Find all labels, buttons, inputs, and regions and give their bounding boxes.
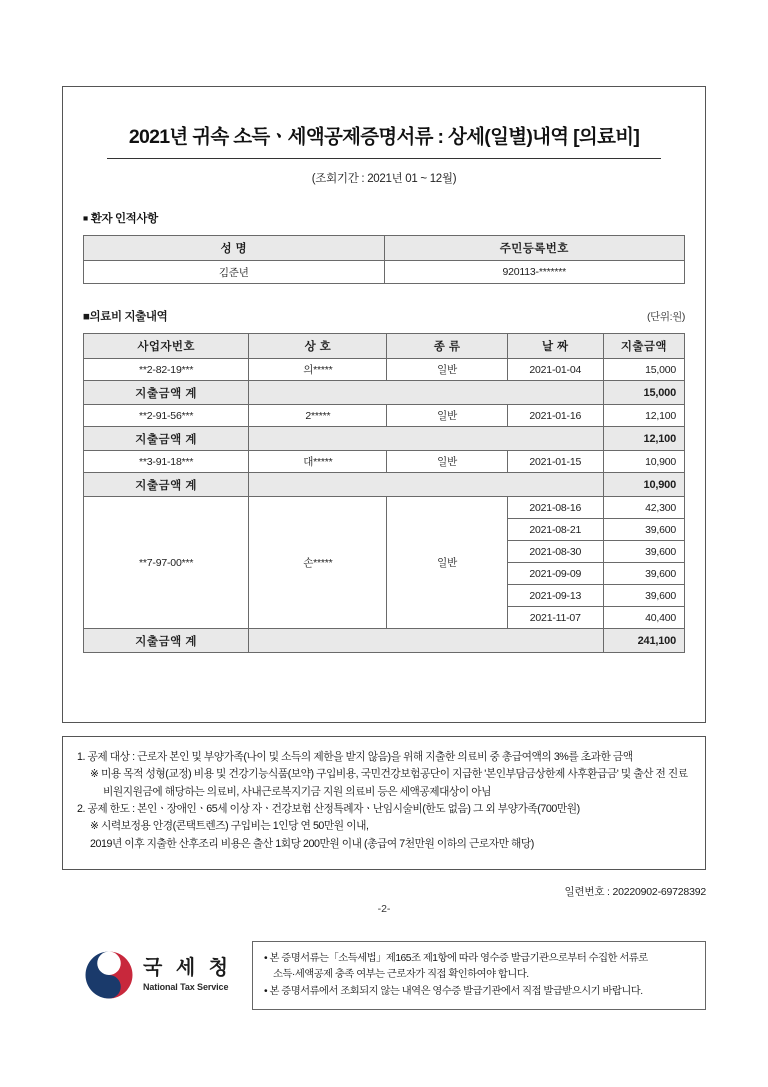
cell-business-no: **2-91-56*** [84,405,249,427]
subtotal-amount: 10,900 [603,473,684,497]
cell-shop-name: 2***** [249,405,387,427]
unit-note: (단위:원) [647,311,685,323]
cell-kind: 일반 [387,359,507,381]
nts-logo [62,950,252,1000]
subtotal-row [84,473,685,497]
column-header-date: 날 짜 [507,334,603,359]
table-row [84,405,685,427]
column-header-shop-name: 상 호 [249,334,387,359]
footer [62,941,706,1010]
expense-section-label-text: 의료비 지출내역 [89,311,168,323]
medical-expense-table [83,333,685,653]
table-header-row [84,334,685,359]
note-item: 2019년 이후 지출한 산후조리 비용은 출산 1회당 200만원 이내 (총급여 7천만원 이하의 근로자만 해당) [90,837,534,850]
table-row [84,497,685,519]
note-item: ※ 미용 목적 성형(교정) 비용 및 건강기능식품(보약) 구입비용, 국민건강보험공단이 지급한 '본인부담금상한제 사후환급금' 및 출산 전 진료비원지원금에 해당하는 의료비, 사내근로복지기금 지원 의료비 등은 세액공제대상이 아님 [90,768,688,798]
subtotal-spacer [249,381,604,405]
cell-business-no: **3-91-18*** [84,451,249,473]
subtotal-amount: 241,100 [603,629,684,653]
column-header-name: 성 명 [84,236,385,261]
cell-date: 2021-09-09 [507,563,603,585]
cell-business-no: **2-82-19*** [84,359,249,381]
subtotal-amount: 12,100 [603,427,684,451]
expense-section-label [83,308,685,324]
cell-amount: 39,600 [603,519,684,541]
notes-panel [62,736,706,870]
table-row [84,451,685,473]
patient-section-label [83,210,705,226]
taegeuk-logo-icon [84,950,134,1000]
nts-logo-english: National Tax Service [143,982,229,993]
column-header-business-no: 사업자번호 [84,334,249,359]
title-divider [107,158,661,159]
footer-notice-box [252,941,706,1010]
cell-amount: 39,600 [603,541,684,563]
subtotal-spacer [249,427,604,451]
table-row [84,261,685,284]
note-item: ※ 시력보정용 안경(콘택트렌즈) 구입비는 1인당 연 50만원 이내, [90,820,369,833]
cell-date: 2021-09-13 [507,585,603,607]
column-header-kind: 종 류 [387,334,507,359]
patient-resident-id-value: 920113-******* [384,261,685,284]
subtotal-row [84,427,685,451]
serial-number: 일련번호 : 20220902-69728392 [564,886,706,898]
cell-date: 2021-08-21 [507,519,603,541]
patient-section-label-text: 환자 인적사항 [90,213,158,225]
document-panel [62,86,706,723]
cell-amount: 40,400 [603,607,684,629]
cell-date: 2021-08-16 [507,497,603,519]
patient-name-value: 김준년 [84,261,385,284]
cell-shop-name: 의***** [249,359,387,381]
cell-date: 2021-11-07 [507,607,603,629]
cell-date: 2021-01-15 [507,451,603,473]
table-row [84,359,685,381]
cell-business-no: **7-97-00*** [84,497,249,629]
cell-date: 2021-08-30 [507,541,603,563]
cell-amount: 42,300 [603,497,684,519]
subtotal-spacer [249,473,604,497]
note-item: 2. 공제 한도 : 본인ㆍ장애인ㆍ65세 이상 자ㆍ건강보험 산정특례자ㆍ난임시술비(한도 없음) 그 외 부양가족(700만원) [77,802,580,815]
note-item: 1. 공제 대상 : 근로자 본인 및 부양가족(나이 및 소득의 제한을 받지 않음)을 위해 지출한 의료비 중 총급여액의 3%를 초과한 금액 [77,751,633,763]
subtotal-spacer [249,629,604,653]
footer-notice-item: 소득·세액공제 충족 여부는 근로자가 직접 확인하여야 합니다. [273,969,529,981]
nts-logo-korean: 국 세 청 [143,957,233,980]
cell-kind: 일반 [387,497,507,629]
subtotal-label: 지출금액 계 [84,473,249,497]
bullet-square-icon: ■ [83,212,88,223]
medical-expense-table-body [84,359,685,653]
page-number: -2- [377,903,391,915]
cell-amount: 15,000 [603,359,684,381]
footer-notice-item: • 본 증명서류에서 조회되지 않는 내역은 영수증 발급기관에서 직접 발급받으시기 바랍니다. [264,985,643,997]
cell-amount: 12,100 [603,405,684,427]
subtotal-row [84,381,685,405]
subtotal-label: 지출금액 계 [84,427,249,451]
cell-amount: 39,600 [603,563,684,585]
title-block [83,121,685,159]
bullet-square-icon: ■ [83,311,90,323]
cell-amount: 39,600 [603,585,684,607]
cell-date: 2021-01-04 [507,359,603,381]
cell-kind: 일반 [387,405,507,427]
footer-notice-item: • 본 증명서류는「소득세법」제165조 제1항에 따라 영수증 발급기관으로부터 수집한 서류로 [264,953,648,964]
cell-shop-name: 대***** [249,451,387,473]
subtotal-label: 지출금액 계 [84,629,249,653]
page-title: 2021년 귀속 소득ㆍ세액공제증명서류 : 상세(일별)내역 [의료비] [128,126,640,148]
subtotal-row [84,629,685,653]
cell-shop-name: 손***** [249,497,387,629]
nts-logo-text [143,958,232,992]
subtotal-label: 지출금액 계 [84,381,249,405]
document-subtitle: (조회기간 : 2021년 01 ~ 12월) [311,173,457,185]
table-header-row [84,236,685,261]
patient-info-table [83,235,685,284]
subtotal-amount: 15,000 [603,381,684,405]
column-header-resident-id: 주민등록번호 [384,236,685,261]
column-header-amount: 지출금액 [603,334,684,359]
cell-kind: 일반 [387,451,507,473]
cell-date: 2021-01-16 [507,405,603,427]
cell-amount: 10,900 [603,451,684,473]
